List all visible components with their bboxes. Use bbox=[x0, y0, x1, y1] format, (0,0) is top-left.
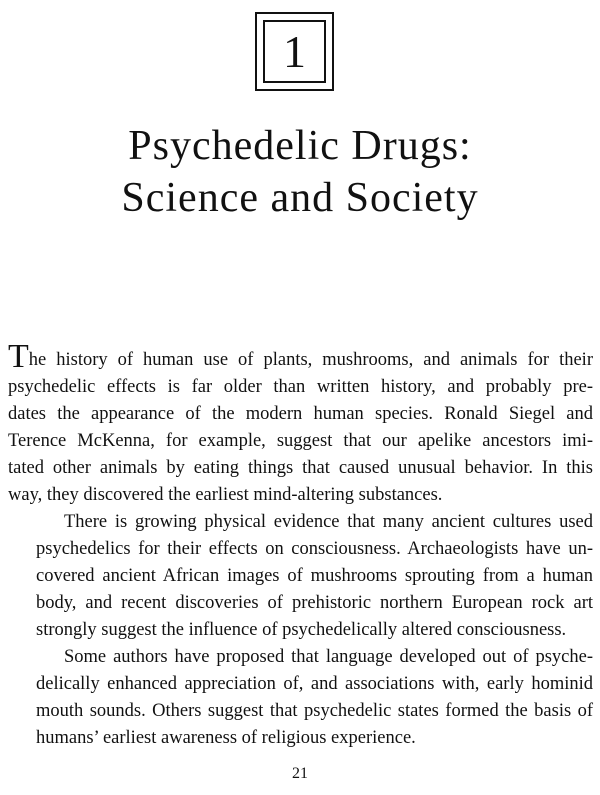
body-text bbox=[8, 340, 593, 752]
chapter-title bbox=[0, 120, 600, 224]
chapter-number: 1 bbox=[283, 25, 306, 77]
paragraph-3 bbox=[8, 644, 593, 752]
paragraph-line: psychedelic effects is far older than written history, and probably pre- bbox=[8, 377, 593, 397]
paragraph-line: delically enhanced appreciation of, and associations with, early hominid bbox=[36, 674, 593, 694]
chapter-number-box bbox=[255, 12, 334, 91]
paragraph-line: body, and recent discoveries of prehistoric northern European rock art bbox=[36, 593, 593, 613]
drop-cap: T bbox=[8, 338, 29, 375]
paragraph-line: psychedelics for their effects on consciousness. Archaeologists have un- bbox=[36, 539, 593, 559]
paragraph-2 bbox=[8, 509, 593, 644]
paragraph-line: covered ancient African images of mushrooms sprouting from a human bbox=[36, 566, 593, 586]
chapter-title-line-2: Science and Society bbox=[121, 175, 479, 221]
paragraph-line: Some authors have proposed that language developed out of psyche- bbox=[64, 647, 593, 667]
paragraph-line: There is growing physical evidence that many ancient cultures used bbox=[64, 512, 593, 532]
paragraph-line-text: he history of human use of plants, mushrooms, and animals for their bbox=[28, 350, 593, 370]
paragraph-1 bbox=[8, 340, 593, 509]
paragraph-line: Terence McKenna, for example, suggest that our apelike ancestors imi- bbox=[8, 431, 593, 451]
chapter-number-frame bbox=[263, 20, 326, 83]
paragraph-line: dates the appearance of the modern human species. Ronald Siegel and bbox=[8, 404, 593, 424]
chapter-title-line-1: Psychedelic Drugs: bbox=[128, 123, 472, 169]
paragraph-line bbox=[8, 340, 593, 374]
paragraph-line: strongly suggest the influence of psychedelically altered consciousness. bbox=[36, 620, 567, 640]
page-number: 21 bbox=[292, 765, 308, 782]
paragraph-line: humans’ earliest awareness of religious experience. bbox=[36, 728, 416, 748]
paragraph-line: mouth sounds. Others suggest that psychedelic states formed the basis of bbox=[36, 701, 593, 721]
paragraph-line: way, they discovered the earliest mind-altering substances. bbox=[8, 485, 443, 505]
paragraph-line: tated other animals by eating things that caused unusual behavior. In this bbox=[8, 458, 593, 478]
